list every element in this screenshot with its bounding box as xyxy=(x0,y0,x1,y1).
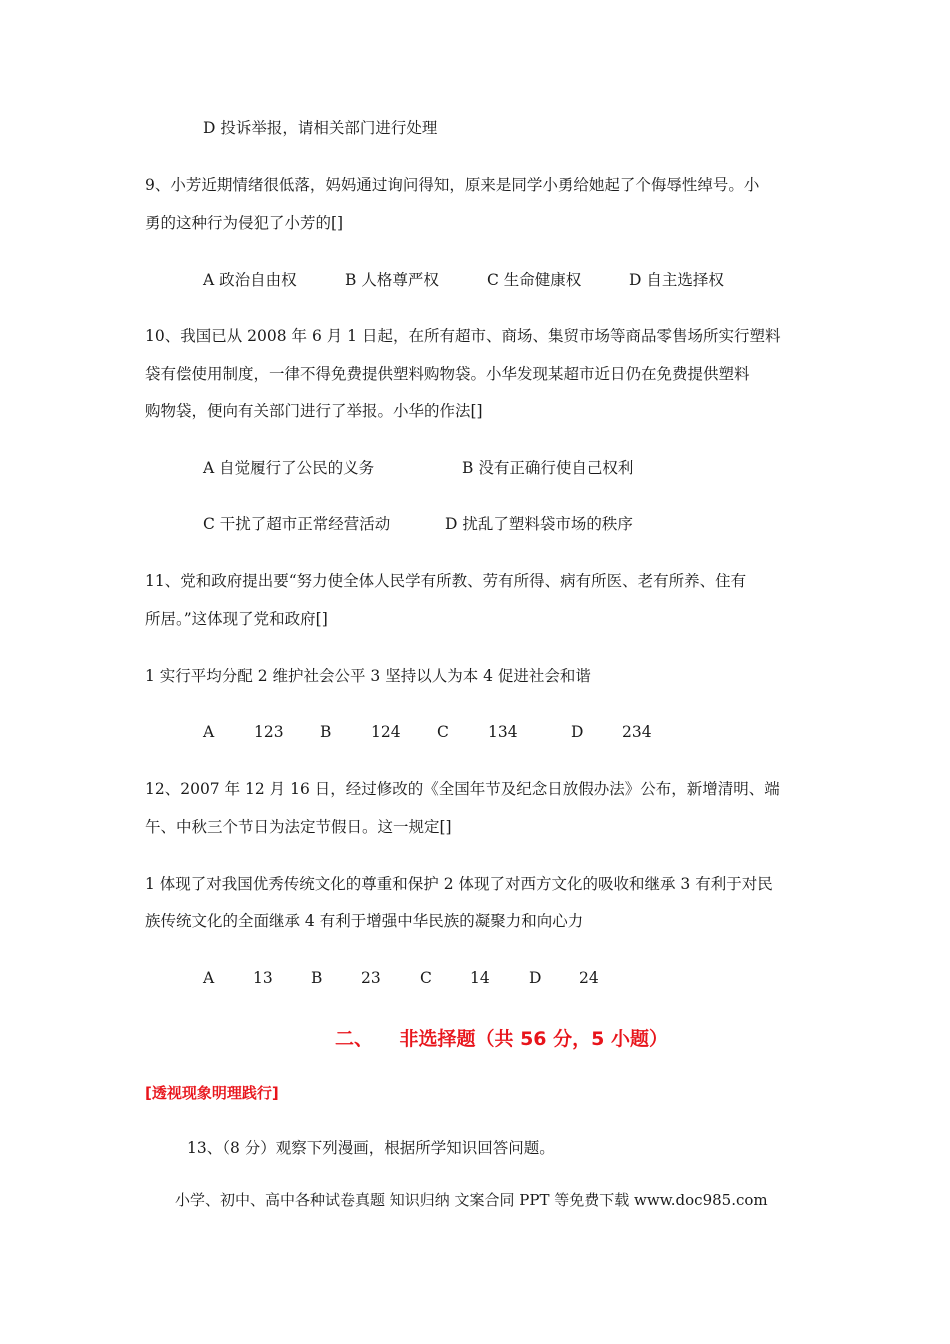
q12-option-c-value: 14 xyxy=(470,969,490,987)
page-footer: 小学、初中、高中各种试卷真题 知识归纳 文案合同 PPT 等免费下载 www.doc985.com xyxy=(175,1191,768,1209)
q11-option-d-letter: D xyxy=(571,723,584,741)
q12-option-b-value: 23 xyxy=(361,969,381,987)
q12-option-d-value: 24 xyxy=(579,969,599,987)
q9-option-c: C 生命健康权 xyxy=(487,271,582,289)
q11-option-b-value: 124 xyxy=(371,723,401,741)
q10-stem-line1: 10、我国已从 2008 年 6 月 1 日起，在所有超市、商场、集贸市场等商品零售场所实行塑料 xyxy=(145,327,781,345)
q8-option-d: D 投诉举报，请相关部门进行处理 xyxy=(203,119,438,137)
q9-option-d: D 自主选择权 xyxy=(629,271,724,289)
q10-option-d: D 扰乱了塑料袋市场的秩序 xyxy=(445,515,633,533)
q12-statements-line2: 族传统文化的全面继承 4 有利于增强中华民族的凝聚力和向心力 xyxy=(145,912,584,930)
q12-option-a-letter: A xyxy=(203,969,215,987)
q11-option-d-value: 234 xyxy=(622,723,652,741)
q13-stem: 13、（8 分）观察下列漫画，根据所学知识回答问题。 xyxy=(187,1139,555,1157)
q12-option-d-letter: D xyxy=(529,969,542,987)
q11-statements: 1 实行平均分配 2 维护社会公平 3 坚持以人为本 4 促进社会和谐 xyxy=(145,667,591,685)
q12-option-c-letter: C xyxy=(420,969,432,987)
q11-stem-line1: 11、党和政府提出要“努力使全体人民学有所教、劳有所得、病有所医、老有所养、住有 xyxy=(145,572,747,590)
q11-option-a-value: 123 xyxy=(254,723,284,741)
q12-statements-line1: 1 体现了对我国优秀传统文化的尊重和保护 2 体现了对西方文化的吸收和继承 3 有利于对民 xyxy=(145,875,773,893)
q10-stem-line3: 购物袋，便向有关部门进行了举报。小华的作法[] xyxy=(145,402,483,420)
q10-option-b: B 没有正确行使自己权利 xyxy=(462,459,634,477)
q12-option-a-value: 13 xyxy=(253,969,273,987)
q9-stem-line2: 勇的这种行为侵犯了小芳的[] xyxy=(145,214,344,232)
section-subheading: [透视现象明理践行] xyxy=(145,1084,279,1102)
section-title: 二、 非选择题（共 56 分，5 小题） xyxy=(335,1028,668,1050)
q11-option-a-letter: A xyxy=(203,723,215,741)
q11-option-c-letter: C xyxy=(437,723,449,741)
q11-option-c-value: 134 xyxy=(488,723,518,741)
q12-option-b-letter: B xyxy=(311,969,323,987)
q9-option-b: B 人格尊严权 xyxy=(345,271,439,289)
q10-option-c: C 干扰了超市正常经营活动 xyxy=(203,515,391,533)
q9-option-a: A 政治自由权 xyxy=(203,271,297,289)
q10-option-a: A 自觉履行了公民的义务 xyxy=(203,459,375,477)
q9-stem-line1: 9、小芳近期情绪很低落，妈妈通过询问得知，原来是同学小勇给她起了个侮辱性绰号。小 xyxy=(145,176,760,194)
q11-option-b-letter: B xyxy=(320,723,332,741)
q12-stem-line1: 12、2007 年 12 月 16 日，经过修改的《全国年节及纪念日放假办法》公布，新增清明、端 xyxy=(145,780,780,798)
q11-stem-line2: 所居。”这体现了党和政府[] xyxy=(145,610,328,628)
q12-stem-line2: 午、中秋三个节日为法定节假日。这一规定[] xyxy=(145,818,452,836)
q10-stem-line2: 袋有偿使用制度，一律不得免费提供塑料购物袋。小华发现某超市近日仍在免费提供塑料 xyxy=(145,365,750,383)
